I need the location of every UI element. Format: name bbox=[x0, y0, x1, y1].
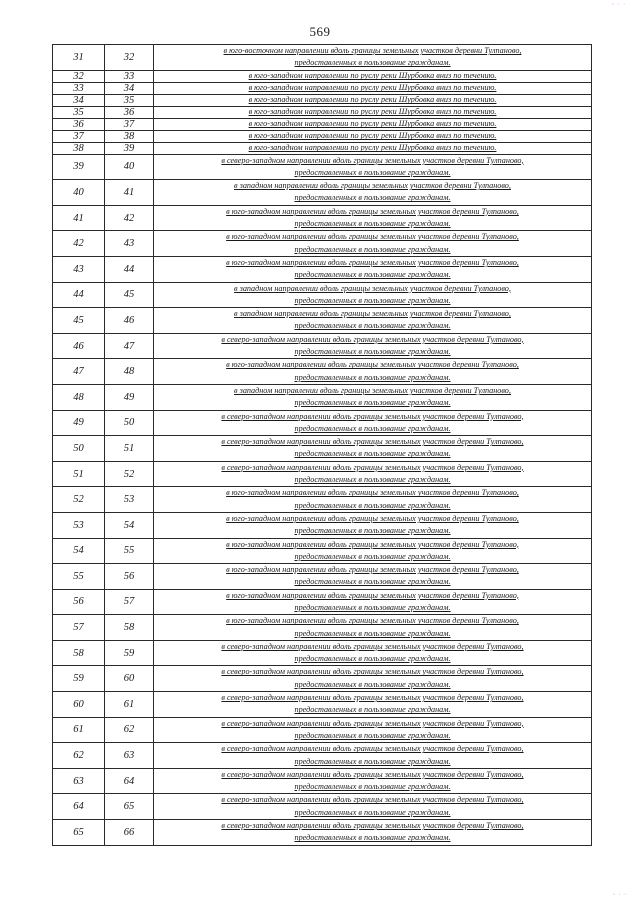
description-line: предоставленных в пользование гражданам. bbox=[294, 347, 451, 357]
description-line: предоставленных в пользование гражданам. bbox=[294, 551, 451, 561]
description-line: предоставленных в пользование гражданам. bbox=[294, 295, 451, 305]
direction-description-cell bbox=[154, 820, 592, 846]
direction-description-cell bbox=[154, 564, 592, 590]
direction-description-cell bbox=[154, 410, 592, 436]
description-line: в юго-восточном направлении вдоль границы земельных участков деревни Тулпаново, bbox=[223, 46, 522, 55]
description-line: предоставленных в пользование гражданам. bbox=[294, 193, 451, 203]
point-to-cell: 51 bbox=[105, 436, 154, 462]
direction-description-cell bbox=[154, 717, 592, 743]
direction-description-cell bbox=[154, 743, 592, 769]
description-line: в юго-западном направлении по руслу реки Шурбовка вниз по течению. bbox=[248, 131, 497, 141]
scan-mark-icon: ◦ · · bbox=[613, 892, 628, 898]
description-line: в юго-западном направлении вдоль границы земельных участков деревни Тулпаново, bbox=[226, 590, 519, 600]
description-line: в юго-западном направлении по руслу реки Шурбовка вниз по течению. bbox=[248, 95, 497, 105]
table-row bbox=[53, 118, 592, 130]
table-row bbox=[53, 106, 592, 118]
description-line: в западном направлении вдоль границы земельных участков деревни Тулпаново, bbox=[234, 309, 511, 319]
description-line: предоставленных в пользование гражданам. bbox=[294, 577, 451, 587]
direction-description-cell bbox=[154, 142, 592, 154]
table-row bbox=[53, 564, 592, 590]
description-line: в западном направлении вдоль границы земельных участков деревни Тулпаново, bbox=[234, 385, 511, 395]
direction-description-cell bbox=[154, 256, 592, 282]
point-from-cell: 45 bbox=[53, 308, 105, 334]
table-row bbox=[53, 359, 592, 385]
table-row bbox=[53, 384, 592, 410]
direction-description-cell bbox=[154, 106, 592, 118]
description-line: в юго-западном направлении вдоль границы земельных участков деревни Тулпаново, bbox=[226, 257, 519, 267]
table-row bbox=[53, 820, 592, 846]
description-line: в западном направлении вдоль границы земельных участков деревни Тулпаново, bbox=[234, 283, 511, 293]
table-row bbox=[53, 308, 592, 334]
point-from-cell: 65 bbox=[53, 820, 105, 846]
point-to-cell: 53 bbox=[105, 487, 154, 513]
direction-description-cell bbox=[154, 45, 592, 71]
description-line: в юго-западном направлении вдоль границы земельных участков деревни Тулпаново, bbox=[226, 488, 519, 498]
description-line: предоставленных в пользование гражданам. bbox=[294, 500, 451, 510]
description-line: предоставленных в пользование гражданам. bbox=[294, 270, 451, 280]
table-row bbox=[53, 487, 592, 513]
point-to-cell: 46 bbox=[105, 308, 154, 334]
point-to-cell: 50 bbox=[105, 410, 154, 436]
point-to-cell: 43 bbox=[105, 231, 154, 257]
direction-description-cell bbox=[154, 70, 592, 82]
point-to-cell: 52 bbox=[105, 461, 154, 487]
description-line: предоставленных в пользование гражданам. bbox=[294, 654, 451, 664]
point-to-cell: 39 bbox=[105, 142, 154, 154]
point-from-cell: 51 bbox=[53, 461, 105, 487]
point-to-cell: 60 bbox=[105, 666, 154, 692]
point-to-cell: 57 bbox=[105, 589, 154, 615]
table-row bbox=[53, 615, 592, 641]
direction-description-cell bbox=[154, 231, 592, 257]
point-from-cell: 60 bbox=[53, 692, 105, 718]
direction-description-cell bbox=[154, 666, 592, 692]
point-to-cell: 59 bbox=[105, 640, 154, 666]
boundary-description-table bbox=[52, 44, 592, 846]
description-line: в юго-западном направлении по руслу реки Шурбовка вниз по течению. bbox=[248, 71, 497, 81]
point-from-cell: 31 bbox=[53, 45, 105, 71]
point-to-cell: 34 bbox=[105, 82, 154, 94]
page-number: 569 bbox=[309, 24, 331, 39]
direction-description-cell bbox=[154, 384, 592, 410]
description-line: предоставленных в пользование гражданам. bbox=[294, 679, 451, 689]
description-line: в юго-западном направлении вдоль границы земельных участков деревни Тулпаново, bbox=[226, 206, 519, 216]
point-to-cell: 64 bbox=[105, 768, 154, 794]
description-line: в северо-западном направлении вдоль границы земельных участков деревни Тулпаново, bbox=[221, 744, 524, 754]
point-to-cell: 32 bbox=[105, 45, 154, 71]
point-from-cell: 53 bbox=[53, 512, 105, 538]
description-line: в северо-западном направлении вдоль границы земельных участков деревни Тулпаново, bbox=[221, 769, 524, 779]
table-row bbox=[53, 231, 592, 257]
point-from-cell: 39 bbox=[53, 154, 105, 180]
direction-description-cell bbox=[154, 82, 592, 94]
direction-description-cell bbox=[154, 94, 592, 106]
point-to-cell: 66 bbox=[105, 820, 154, 846]
description-line: в юго-западном направлении вдоль границы земельных участков деревни Тулпаново, bbox=[226, 616, 519, 626]
description-line: предоставленных в пользование гражданам. bbox=[294, 730, 451, 740]
table-row bbox=[53, 70, 592, 82]
point-to-cell: 61 bbox=[105, 692, 154, 718]
description-line: предоставленных в пользование гражданам. bbox=[294, 602, 451, 612]
point-from-cell: 57 bbox=[53, 615, 105, 641]
description-line: в юго-западном направлении по руслу реки Шурбовка вниз по течению. bbox=[248, 119, 497, 129]
direction-description-cell bbox=[154, 130, 592, 142]
point-from-cell: 62 bbox=[53, 743, 105, 769]
description-line: предоставленных в пользование гражданам. bbox=[294, 58, 451, 68]
table-body bbox=[53, 45, 592, 846]
direction-description-cell bbox=[154, 589, 592, 615]
table-row bbox=[53, 666, 592, 692]
point-to-cell: 62 bbox=[105, 717, 154, 743]
direction-description-cell bbox=[154, 333, 592, 359]
point-from-cell: 34 bbox=[53, 94, 105, 106]
description-line: предоставленных в пользование гражданам. bbox=[294, 782, 451, 792]
direction-description-cell bbox=[154, 692, 592, 718]
point-to-cell: 58 bbox=[105, 615, 154, 641]
point-from-cell: 64 bbox=[53, 794, 105, 820]
table-row bbox=[53, 512, 592, 538]
point-to-cell: 45 bbox=[105, 282, 154, 308]
direction-description-cell bbox=[154, 282, 592, 308]
table-row bbox=[53, 142, 592, 154]
point-from-cell: 36 bbox=[53, 118, 105, 130]
table-row bbox=[53, 130, 592, 142]
table-row bbox=[53, 717, 592, 743]
point-to-cell: 47 bbox=[105, 333, 154, 359]
description-line: в юго-западном направлении вдоль границы земельных участков деревни Тулпаново, bbox=[226, 360, 519, 370]
point-from-cell: 50 bbox=[53, 436, 105, 462]
description-line: в северо-западном направлении вдоль границы земельных участков деревни Тулпаново, bbox=[221, 334, 524, 344]
description-line: предоставленных в пользование гражданам. bbox=[294, 398, 451, 408]
table-row bbox=[53, 45, 592, 71]
table-row bbox=[53, 180, 592, 206]
description-line: предоставленных в пользование гражданам. bbox=[294, 244, 451, 254]
direction-description-cell bbox=[154, 154, 592, 180]
description-line: в северо-западном направлении вдоль границы земельных участков деревни Тулпаново, bbox=[221, 795, 524, 805]
point-to-cell: 54 bbox=[105, 512, 154, 538]
point-to-cell: 56 bbox=[105, 564, 154, 590]
direction-description-cell bbox=[154, 308, 592, 334]
direction-description-cell bbox=[154, 794, 592, 820]
description-line: в юго-западном направлении вдоль границы земельных участков деревни Тулпаново, bbox=[226, 539, 519, 549]
table-row bbox=[53, 640, 592, 666]
table-row bbox=[53, 461, 592, 487]
description-line: предоставленных в пользование гражданам. bbox=[294, 449, 451, 459]
point-to-cell: 35 bbox=[105, 94, 154, 106]
table-row bbox=[53, 94, 592, 106]
point-to-cell: 48 bbox=[105, 359, 154, 385]
point-from-cell: 61 bbox=[53, 717, 105, 743]
point-from-cell: 43 bbox=[53, 256, 105, 282]
table-row bbox=[53, 692, 592, 718]
point-to-cell: 36 bbox=[105, 106, 154, 118]
scan-mark-icon: ◦ · · bbox=[612, 2, 627, 8]
description-line: предоставленных в пользование гражданам. bbox=[294, 756, 451, 766]
point-from-cell: 49 bbox=[53, 410, 105, 436]
table-row bbox=[53, 743, 592, 769]
point-from-cell: 32 bbox=[53, 70, 105, 82]
direction-description-cell bbox=[154, 512, 592, 538]
description-line: в юго-западном направлении по руслу реки Шурбовка вниз по течению. bbox=[248, 143, 497, 153]
direction-description-cell bbox=[154, 615, 592, 641]
table-row bbox=[53, 282, 592, 308]
point-to-cell: 33 bbox=[105, 70, 154, 82]
description-line: в юго-западном направлении вдоль границы земельных участков деревни Тулпаново, bbox=[226, 232, 519, 242]
point-to-cell: 40 bbox=[105, 154, 154, 180]
description-line: предоставленных в пользование гражданам. bbox=[294, 321, 451, 331]
table-row bbox=[53, 768, 592, 794]
table-row bbox=[53, 333, 592, 359]
point-to-cell: 42 bbox=[105, 205, 154, 231]
direction-description-cell bbox=[154, 359, 592, 385]
point-from-cell: 42 bbox=[53, 231, 105, 257]
description-line: в северо-западном направлении вдоль границы земельных участков деревни Тулпаново, bbox=[221, 667, 524, 677]
description-line: в северо-западном направлении вдоль границы земельных участков деревни Тулпаново, bbox=[221, 411, 524, 421]
point-from-cell: 44 bbox=[53, 282, 105, 308]
description-line: в северо-западном направлении вдоль границы земельных участков деревни Тулпаново, bbox=[221, 718, 524, 728]
table-row bbox=[53, 410, 592, 436]
description-line: в северо-западном направлении вдоль границы земельных участков деревни Тулпаново, bbox=[221, 462, 524, 472]
point-to-cell: 49 bbox=[105, 384, 154, 410]
description-line: в юго-западном направлении вдоль границы земельных участков деревни Тулпаново, bbox=[226, 513, 519, 523]
table-row bbox=[53, 205, 592, 231]
point-to-cell: 38 bbox=[105, 130, 154, 142]
point-from-cell: 52 bbox=[53, 487, 105, 513]
direction-description-cell bbox=[154, 768, 592, 794]
description-line: предоставленных в пользование гражданам. bbox=[294, 526, 451, 536]
point-from-cell: 40 bbox=[53, 180, 105, 206]
point-from-cell: 46 bbox=[53, 333, 105, 359]
table-row bbox=[53, 82, 592, 94]
description-line: в северо-западном направлении вдоль границы земельных участков деревни Тулпаново, bbox=[221, 155, 524, 165]
point-from-cell: 58 bbox=[53, 640, 105, 666]
description-line: в северо-западном направлении вдоль границы земельных участков деревни Тулпаново, bbox=[221, 693, 524, 703]
table-row bbox=[53, 794, 592, 820]
description-line: предоставленных в пользование гражданам. bbox=[294, 705, 451, 715]
point-from-cell: 48 bbox=[53, 384, 105, 410]
point-to-cell: 65 bbox=[105, 794, 154, 820]
point-to-cell: 63 bbox=[105, 743, 154, 769]
point-to-cell: 41 bbox=[105, 180, 154, 206]
point-to-cell: 55 bbox=[105, 538, 154, 564]
description-line: в западном направлении вдоль границы земельных участков деревни Тулпаново, bbox=[234, 181, 511, 191]
point-from-cell: 41 bbox=[53, 205, 105, 231]
direction-description-cell bbox=[154, 640, 592, 666]
table-row bbox=[53, 538, 592, 564]
point-from-cell: 33 bbox=[53, 82, 105, 94]
direction-description-cell bbox=[154, 538, 592, 564]
direction-description-cell bbox=[154, 118, 592, 130]
point-to-cell: 44 bbox=[105, 256, 154, 282]
description-line: предоставленных в пользование гражданам. bbox=[294, 167, 451, 177]
description-line: в юго-западном направлении вдоль границы земельных участков деревни Тулпаново, bbox=[226, 565, 519, 575]
point-from-cell: 35 bbox=[53, 106, 105, 118]
description-line: предоставленных в пользование гражданам. bbox=[294, 475, 451, 485]
point-from-cell: 47 bbox=[53, 359, 105, 385]
description-line: предоставленных в пользование гражданам. bbox=[294, 628, 451, 638]
point-to-cell: 37 bbox=[105, 118, 154, 130]
description-line: предоставленных в пользование гражданам. bbox=[294, 219, 451, 229]
point-from-cell: 37 bbox=[53, 130, 105, 142]
point-from-cell: 56 bbox=[53, 589, 105, 615]
table-row bbox=[53, 436, 592, 462]
description-line: в юго-западном направлении по руслу реки Шурбовка вниз по течению. bbox=[248, 83, 497, 93]
direction-description-cell bbox=[154, 205, 592, 231]
description-line: предоставленных в пользование гражданам. bbox=[294, 372, 451, 382]
description-line: в северо-западном направлении вдоль границы земельных участков деревни Тулпаново, bbox=[221, 641, 524, 651]
point-from-cell: 55 bbox=[53, 564, 105, 590]
table-row bbox=[53, 154, 592, 180]
direction-description-cell bbox=[154, 180, 592, 206]
description-line: предоставленных в пользование гражданам. bbox=[294, 423, 451, 433]
description-line: предоставленных в пользование гражданам. bbox=[294, 833, 451, 843]
point-from-cell: 54 bbox=[53, 538, 105, 564]
description-line: предоставленных в пользование гражданам. bbox=[294, 807, 451, 817]
point-from-cell: 38 bbox=[53, 142, 105, 154]
table-row bbox=[53, 256, 592, 282]
table-row bbox=[53, 589, 592, 615]
point-from-cell: 59 bbox=[53, 666, 105, 692]
direction-description-cell bbox=[154, 461, 592, 487]
direction-description-cell bbox=[154, 436, 592, 462]
description-line: в северо-западном направлении вдоль границы земельных участков деревни Тулпаново, bbox=[221, 437, 524, 447]
direction-description-cell bbox=[154, 487, 592, 513]
point-from-cell: 63 bbox=[53, 768, 105, 794]
description-line: в юго-западном направлении по руслу реки Шурбовка вниз по течению. bbox=[248, 107, 497, 117]
description-line: в северо-западном направлении вдоль границы земельных участков деревни Тулпаново, bbox=[221, 821, 524, 831]
